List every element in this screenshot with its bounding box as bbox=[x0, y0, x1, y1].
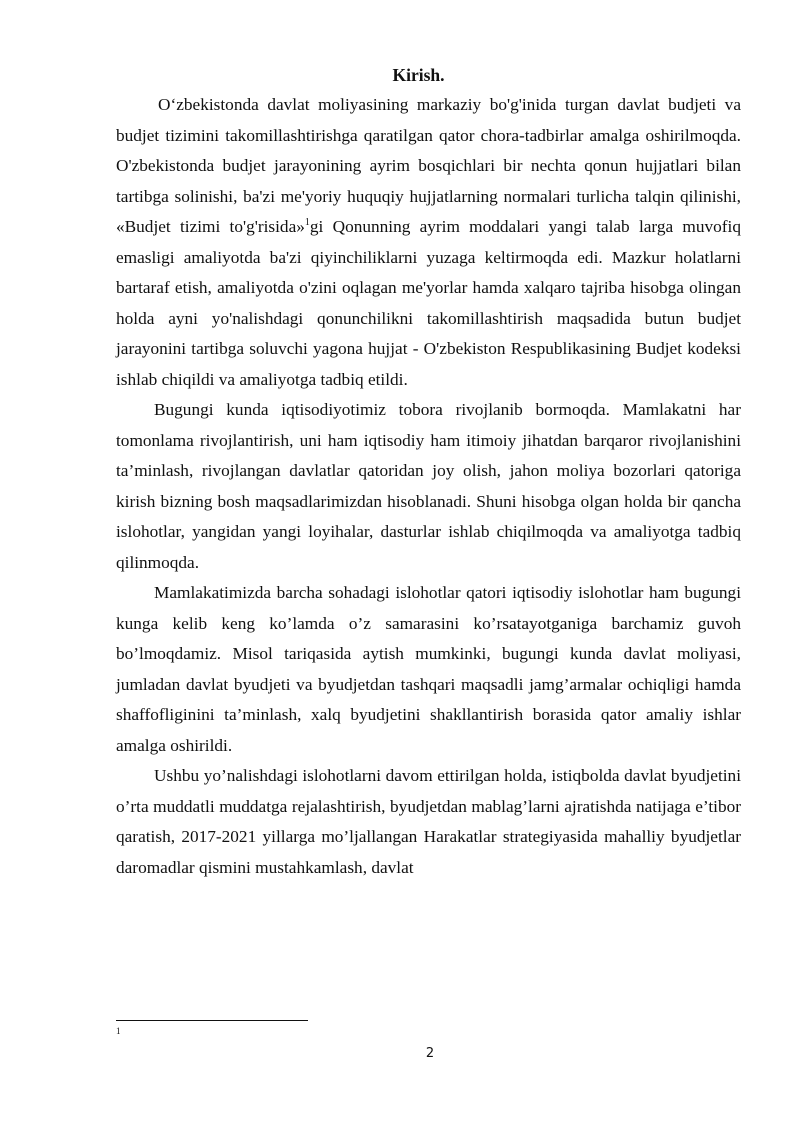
footnote-separator bbox=[116, 1020, 308, 1021]
page-number: 2 bbox=[425, 1046, 435, 1061]
paragraph-4: Ushbu yo’nalishdagi islohotlarni davom ettirilgan holda, istiqbolda davlat byudjetini o’rta muddatli muddatga rejalashtirish, byudjetdan mablag’larni ajratishda natijaga e’tibor qaratish, 2017-2021 yillarga mo’ljallangan Harakatlar strategiyasida mahalliy byudjetlar daromadlar qismini mustahkamlash, davlat bbox=[116, 766, 741, 877]
paragraph-3: Mamlakatimizda barcha sohadagi islohotlar qatori iqtisodiy islohotlar ham bugungi kunga kelib keng ko’lamda o’z samarasini ko’rsatayotganiga barchamiz guvoh bo’lmoqdamiz. Misol tariqasida aytish mumkinki, bugungi kunda davlat moliyasi, jumladan davlat byudjeti va byudjetdan tashqari maqsadli jamg’armalar ochiqligi hamda shaffofliginini ta’minlash, xalq byudjetini shakllantirish borasida qator amaliy ishlar amalga oshirildi. bbox=[116, 583, 741, 755]
document-body bbox=[116, 62, 741, 883]
footnote-reference[interactable]: 1 bbox=[304, 217, 310, 229]
footnote-marker: 1 bbox=[116, 1026, 121, 1036]
paragraph-1-text-before: O‘zbekistonda davlat moliyasining markaziy bo'g'inida turgan davlat budjeti va budjet tizimini takomillashtirishga qaratilgan qator chora-tadbirlar amalga oshirilmoqda. O'zbekistonda budjet jarayonining ayrim bosqichlari bir nechta qonun hujjatlari bilan tartibga solinishi, ba'zi me'yoriy huquqiy hujjatlarning normalari turlicha talqin qilinishi, «Budjet tizimi to'g'risida» bbox=[116, 95, 741, 236]
section-title: Kirish. bbox=[392, 65, 445, 85]
paragraph-1-text-after: gi Qonunning ayrim moddalari yangi talab larga muvofiq emasligi amaliyotda ba'zi qiyinchiliklarni yuzaga keltirmoqda edi. Mazkur holatlarni bartaraf etish, amaliyotda o'zini oqlagan me'yorlar hamda xalqaro tajriba hisobga olingan holda ayni yo'nalishdagi qonunchilikni takomillashtirish maqsadida butun budjet jarayonini tartibga soluvchi yagona hujjat - O'zbekiston Respublikasining Budjet kodeksi ishlab chiqildi va amaliyotga tadbiq etildi. bbox=[116, 217, 741, 389]
paragraph-2: Bugungi kunda iqtisodiyotimiz tobora rivojlanib bormoqda. Mamlakatni har tomonlama rivojlantirish, uni ham iqtisodiy ham itimoiy jihatdan barqaror rivojlanishini ta’minlash, rivojlangan davlatlar qatoridan joy olish, jahon moliya bozorlari qatoriga kirish bizning bosh maqsadlarimizdan hisoblanadi. Shuni hisobga olgan holda bir qancha islohotlar, yangidan yangi loyihalar, dasturlar ishlab chiqilmoqda va amaliyotga tadbiq qilinmoqda. bbox=[116, 400, 741, 572]
paragraph-1 bbox=[116, 90, 741, 395]
